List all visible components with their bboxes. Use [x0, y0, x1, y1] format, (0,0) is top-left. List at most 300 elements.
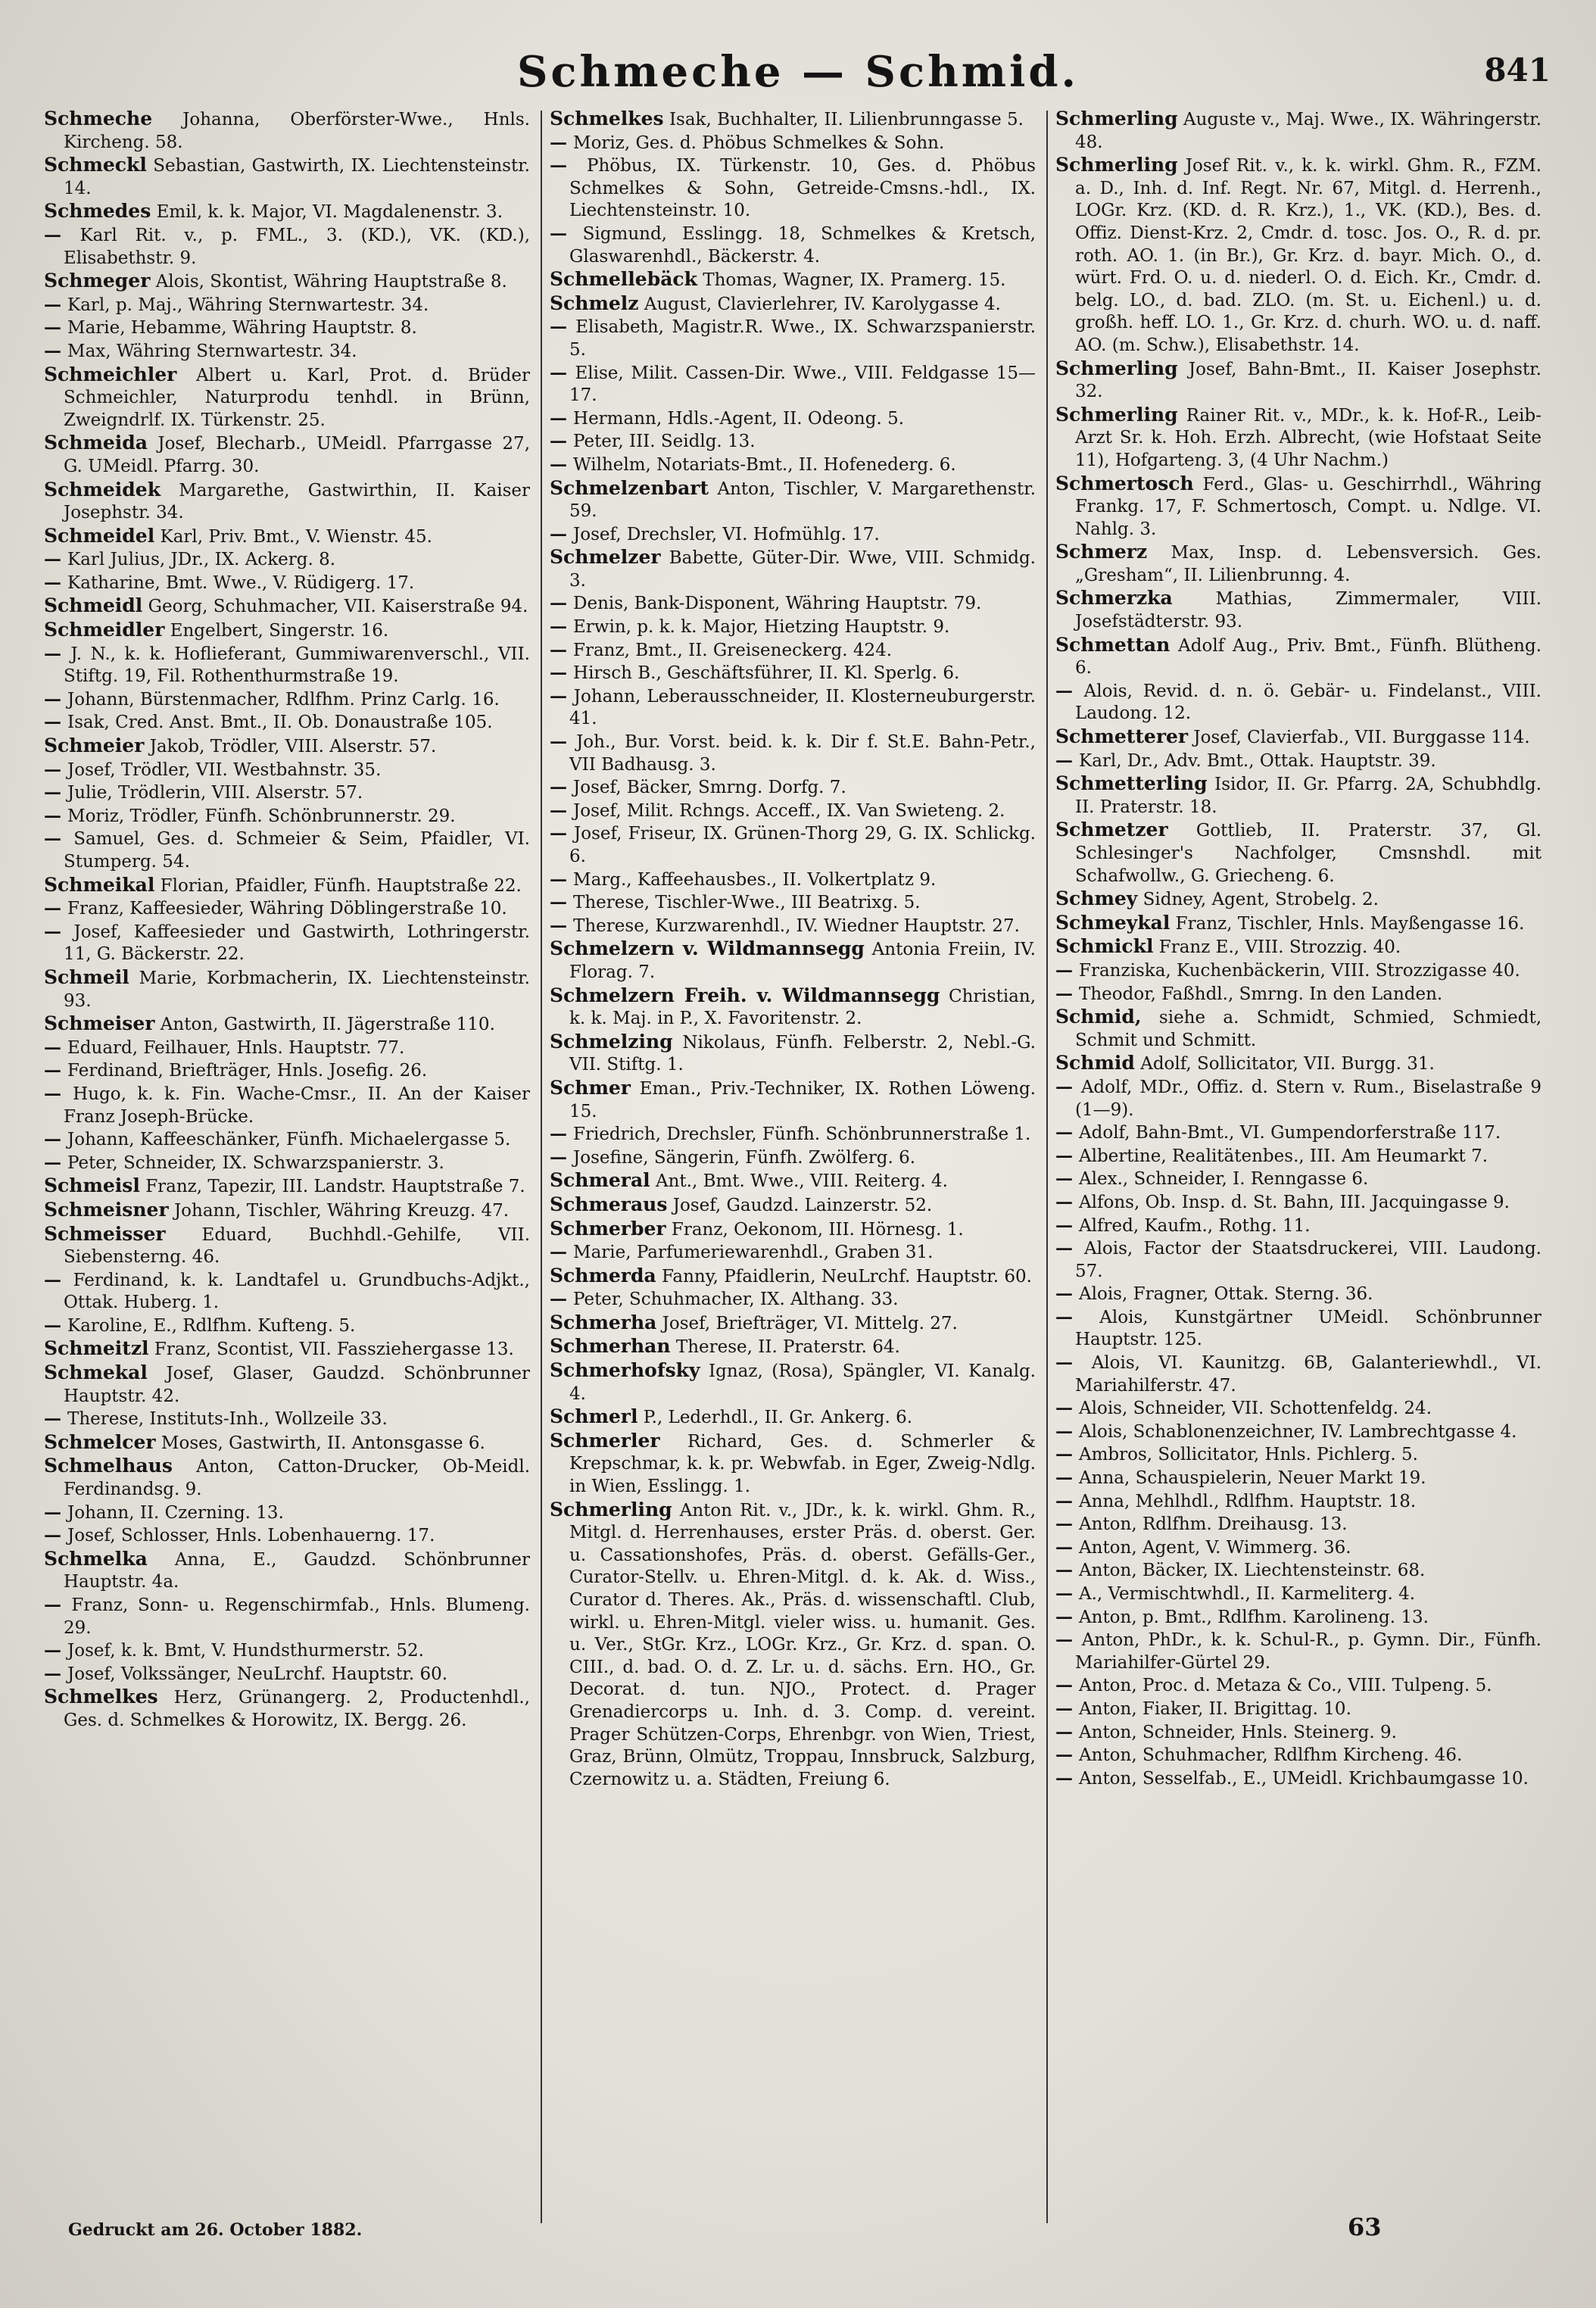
- ditto-dash: —: [550, 454, 574, 475]
- entry-surname: Schmeisner: [44, 1198, 169, 1221]
- entry-details: Mathias, Zimmermaler, VIII. Josefstädterstr. 93.: [1075, 589, 1541, 632]
- entry-details: Moriz, Trödler, Fünfh. Schönbrunnerstr. 29.: [67, 806, 456, 826]
- ditto-dash: —: [1055, 1767, 1080, 1789]
- entry-surname: Schmertosch: [1055, 472, 1194, 494]
- entry-details: Auguste v., Maj. Wwe., IX. Währingerstr. 48.: [1075, 110, 1541, 152]
- directory-entry: [1055, 1513, 1541, 1536]
- entry-details: Josef, Trödler, VII. Westbahnstr. 35.: [67, 759, 382, 780]
- entry-surname: Schmelzer: [550, 546, 661, 569]
- sheet-number: 63: [1348, 2213, 1382, 2241]
- entry-details: Anton Rit. v., JDr., k. k. wirkl. Ghm. R., Mitgl. d. Herrenhauses, erster Präs. d. oberst. Ger. u. Cassationshofes, Präs. d. oberst. Gefälls-Ger., Curator-Stellv. u. Ehren-Mitgl. d. k. Ak. d. Wiss., Curator d. Theres. Ak., Präs. d. wissenschaftl. Club, wirkl. u. Ehren-Mitgl. vieler wiss. u. humanit. Ges. u. Ver., StGr. Krz., LOGr. Krz., Gr. Krz. d. span. O. CIII., d. bad. O. d. Z. Lr. u. d. sächs. Ern. HO., Gr. Decorat. d. tun. NJO., Protect. d. Prager Grenadiercorps u. Inh. d. 3. Comp. d. vereint. Prager Schützen-Corps, Ehrenbgr. von Wien, Triest, Graz, Brünn, Olmütz, Troppau, Innsbruck, Salzburg, Czernowitz u. a. Städten, Freiung 6.: [569, 1500, 1036, 1789]
- entry-details: Wilhelm, Notariats-Bmt., II. Hofenederg. 6.: [573, 454, 956, 475]
- directory-entry: [1055, 541, 1541, 587]
- entry-surname: Schmedes: [44, 200, 151, 223]
- entry-surname: Schmeiser: [44, 1012, 155, 1035]
- ditto-dash: —: [550, 1242, 574, 1263]
- directory-entry: [44, 1361, 530, 1408]
- entry-details: Josefine, Sängerin, Fünfh. Zwölferg. 6.: [573, 1147, 916, 1168]
- entry-details: siehe a. Schmidt, Schmied, Schmiedt, Schmit und Schmitt.: [1075, 1008, 1541, 1050]
- entry-details: Anton, Agent, V. Wimmerg. 36.: [1079, 1537, 1351, 1558]
- entry-details: Hermann, Hdls.-Agent, II. Odeong. 5.: [573, 408, 905, 429]
- entry-surname: Schmelka: [44, 1547, 148, 1570]
- ditto-dash: —: [44, 1663, 68, 1684]
- entry-details: Alois, Skontist, Währing Hauptstraße 8.: [155, 272, 507, 292]
- entry-surname: Schmeier: [44, 735, 145, 757]
- entry-details: Adolf Aug., Priv. Bmt., Fünfh. Blütheng. 6.: [1075, 635, 1541, 678]
- entry-surname: Schmeidel: [44, 524, 155, 547]
- entry-details: Max, Währing Sternwartestr. 34.: [67, 341, 357, 361]
- ditto-dash: —: [1055, 1698, 1080, 1719]
- directory-entry: [550, 1123, 1036, 1146]
- entry-details: Margarethe, Gastwirthin, II. Kaiser Josephstr. 34.: [64, 480, 530, 523]
- directory-entry: [550, 869, 1036, 892]
- directory-entry: [44, 1199, 530, 1223]
- directory-entry: [1055, 587, 1541, 633]
- directory-entry: [44, 874, 530, 898]
- directory-column-3: [1055, 108, 1541, 2228]
- directory-entry: [1055, 1421, 1541, 1444]
- directory-entry: [550, 1430, 1036, 1499]
- entry-details: Ferdinand, Briefträger, Hnls. Josefig. 26.: [67, 1061, 428, 1081]
- directory-entry: [44, 1663, 530, 1686]
- directory-entry: [44, 735, 530, 759]
- entry-details: Alois, Factor der Staatsdruckerei, VIII. Laudong. 57.: [1075, 1239, 1541, 1281]
- directory-entry: [550, 1265, 1036, 1289]
- directory-entry: [44, 317, 530, 340]
- directory-entry: [1055, 1352, 1541, 1397]
- entry-details: Alois, Schneider, VII. Schottenfeldg. 24.: [1079, 1399, 1432, 1419]
- directory-entry: [44, 921, 530, 966]
- directory-entry: [1055, 1145, 1541, 1168]
- entry-surname: Schmerzka: [1055, 587, 1173, 610]
- ditto-dash: —: [1055, 1191, 1080, 1212]
- ditto-dash: —: [44, 1408, 68, 1430]
- entry-surname: Schmer: [550, 1076, 631, 1099]
- directory-entry: [550, 937, 1036, 984]
- directory-entry: [550, 1405, 1036, 1430]
- ditto-dash: —: [1055, 1283, 1080, 1305]
- entry-surname: Schmeche: [44, 108, 153, 129]
- entry-details: Alois, VI. Kaunitzg. 6B, Galanteriewhdl., VI. Mariahilferstr. 47.: [1075, 1353, 1541, 1396]
- entry-details: Sidney, Agent, Strobelg. 2.: [1142, 890, 1379, 910]
- ditto-dash: —: [1055, 1630, 1082, 1651]
- directory-entry: [550, 1288, 1036, 1312]
- ditto-dash: —: [44, 1269, 73, 1290]
- entry-surname: Schmey: [1055, 887, 1138, 910]
- entry-details: Josef, k. k. Bmt, V. Hundsthurmerstr. 52.: [67, 1641, 424, 1661]
- directory-entry: [1055, 1583, 1541, 1606]
- entry-surname: Schmettan: [1055, 633, 1171, 656]
- directory-entry: [44, 711, 530, 735]
- directory-entry: [550, 592, 1036, 616]
- ditto-dash: —: [44, 1083, 73, 1104]
- entry-details: Marie, Korbmacherin, IX. Liechtensteinstr. 93.: [64, 968, 530, 1011]
- entry-details: Karl Rit. v., p. FML., 3. (KD.), VK. (KD.), Elisabethstr. 9.: [64, 225, 530, 268]
- ditto-dash: —: [550, 616, 574, 638]
- directory-entry: [1055, 1215, 1541, 1238]
- entry-details: Babette, Güter-Dir. Wwe, VIII. Schmidg. 3.: [569, 548, 1036, 591]
- ditto-dash: —: [1055, 1352, 1092, 1374]
- ditto-dash: —: [44, 1525, 68, 1546]
- ditto-dash: —: [1055, 1514, 1080, 1535]
- directory-entry: [44, 688, 530, 712]
- entry-details: Richard, Ges. d. Schmerler & Krepschmar, k. k. pr. Webwfab. in Eger, Zweig-Ndlg. in Wien, Esslingg. 1.: [569, 1431, 1036, 1497]
- entry-details: Peter, Schneider, IX. Schwarzspanierstr. 3.: [67, 1152, 444, 1173]
- entry-details: Johann, Leberausschneider, II. Klosterneuburgerstr. 41.: [569, 686, 1036, 729]
- ditto-dash: —: [550, 593, 574, 614]
- directory-entry: [550, 546, 1036, 592]
- directory-entry: [44, 1337, 530, 1361]
- directory-entry: [1055, 680, 1541, 725]
- entry-details: Moses, Gastwirth, II. Antonsgasse 6.: [161, 1433, 485, 1453]
- directory-entry: [1055, 1237, 1541, 1283]
- entry-details: Hirsch B., Geschäftsführer, II. Kl. Sperlg. 6.: [573, 663, 960, 684]
- entry-surname: Schmelzern v. Wildmannsegg: [550, 937, 865, 960]
- directory-entry: [1055, 1121, 1541, 1145]
- entry-surname: Schmid: [1055, 1052, 1135, 1074]
- entry-surname: Schmekal: [44, 1361, 148, 1384]
- entry-details: Josef, Milit. Rchngs. Acceff., IX. Van Swieteng. 2.: [573, 800, 1005, 821]
- entry-surname: Schmeraus: [550, 1193, 668, 1215]
- directory-entry: [550, 1241, 1036, 1265]
- ditto-dash: —: [1055, 1467, 1080, 1489]
- entry-details: Anton, Schuhmacher, Rdlfhm Kircheng. 46.: [1079, 1745, 1463, 1766]
- directory-entry: [1055, 1767, 1541, 1791]
- entry-details: Karoline, E., Rdlfhm. Kufteng. 5.: [67, 1315, 356, 1336]
- directory-entry: [550, 1218, 1036, 1242]
- entry-surname: Schmeil: [44, 965, 129, 988]
- directory-entry: [550, 662, 1036, 685]
- entry-details: August, Clavierlehrer, IV. Karolygasse 4.: [644, 294, 1001, 314]
- entry-details: Franz, Kaffeesieder, Währing Döblingerstraße 10.: [67, 899, 507, 919]
- ditto-dash: —: [44, 1129, 68, 1150]
- ditto-dash: —: [1055, 750, 1080, 771]
- entry-details: Johann, II. Czerning. 13.: [67, 1502, 284, 1523]
- entry-details: Ant., Bmt. Wwe., VIII. Reiterg. 4.: [656, 1171, 948, 1192]
- entry-details: Hugo, k. k. Fin. Wache-Cmsr., II. An der Kaiser Franz Joseph-Brücke.: [64, 1084, 530, 1127]
- entry-details: Karl, p. Maj., Währing Sternwartestr. 34.: [67, 295, 429, 315]
- ditto-dash: —: [550, 223, 583, 244]
- directory-entry: [1055, 1052, 1541, 1076]
- entry-details: Karl, Dr., Adv. Bmt., Ottak. Hauptstr. 39.: [1079, 750, 1436, 771]
- directory-entry: [1055, 634, 1541, 680]
- entry-details: Josef, Briefträger, VI. Mittelg. 27.: [662, 1313, 958, 1333]
- directory-entry: [550, 407, 1036, 431]
- ditto-dash: —: [44, 1595, 72, 1615]
- directory-entry: [1055, 983, 1541, 1006]
- directory-entry: [44, 154, 530, 200]
- entry-surname: Schmeykal: [1055, 911, 1171, 934]
- entry-details: Julie, Trödlerin, VIII. Alserstr. 57.: [67, 783, 363, 803]
- entry-details: Therese, Instituts-Inh., Wollzeile 33.: [67, 1409, 388, 1430]
- directory-entry: [550, 915, 1036, 938]
- directory-entry: [44, 1152, 530, 1175]
- entry-details: Moriz, Ges. d. Phöbus Schmelkes & Sohn.: [573, 133, 945, 153]
- directory-entry: [550, 268, 1036, 292]
- entry-surname: Schmickl: [1055, 935, 1154, 958]
- entry-details: Fanny, Pfaidlerin, NeuLrchf. Hauptstr. 60.: [661, 1266, 1032, 1287]
- entry-details: P., Lederhdl., II. Gr. Ankerg. 6.: [643, 1408, 913, 1428]
- ditto-dash: —: [1055, 1145, 1080, 1166]
- ditto-dash: —: [44, 828, 74, 850]
- ditto-dash: —: [44, 898, 68, 919]
- print-date: Gedruckt am 26. October 1882.: [68, 2220, 363, 2240]
- entry-details: Katharine, Bmt. Wwe., V. Rüdigerg. 17.: [67, 572, 415, 593]
- ditto-dash: —: [44, 294, 68, 315]
- entry-details: Elisabeth, Magistr.R. Wwe., IX. Schwarzspanierstr. 5.: [569, 317, 1036, 360]
- entry-details: Antonia Freiin, IV. Florag. 7.: [569, 940, 1036, 982]
- entry-surname: Schmeitzl: [44, 1337, 149, 1360]
- entry-details: Isak, Cred. Anst. Bmt., II. Ob. Donaustraße 105.: [67, 713, 493, 733]
- directory-entry: [550, 1499, 1036, 1792]
- entry-details: Theodor, Faßhdl., Smrng. In den Landen.: [1079, 984, 1443, 1004]
- directory-column-1: [44, 108, 530, 2228]
- entry-surname: Schmetterer: [1055, 725, 1189, 748]
- directory-entry: [44, 759, 530, 782]
- ditto-dash: —: [550, 915, 574, 936]
- ditto-dash: —: [550, 685, 574, 706]
- directory-entry: [550, 685, 1036, 731]
- entry-surname: Schmelkes: [44, 1686, 158, 1708]
- entry-details: Emil, k. k. Major, VI. Magdalenenstr. 3.: [156, 202, 503, 223]
- directory-entry: [550, 776, 1036, 800]
- entry-details: Eduard, Buchhdl.-Gehilfe, VII. Siebensterng. 46.: [64, 1224, 530, 1268]
- entry-details: Rainer Rit. v., MDr., k. k. Hof-R., Leib-Arzt Sr. k. Hoh. Erzh. Albrecht, (wie Hofstaat Seite 11), Hofgarteng. 3, (4 Uhr Nachm.): [1075, 405, 1541, 470]
- entry-surname: Schmerber: [550, 1217, 666, 1240]
- directory-entry: [550, 891, 1036, 915]
- entry-details: Marie, Parfumeriewarenhdl., Graben 31.: [573, 1243, 934, 1263]
- directory-entry: [1055, 1559, 1541, 1583]
- ditto-dash: —: [44, 1037, 68, 1058]
- entry-details: Florian, Pfaidler, Fünfh. Hauptstraße 22.: [160, 875, 522, 896]
- ditto-dash: —: [1055, 1168, 1080, 1190]
- ditto-dash: —: [550, 1146, 574, 1168]
- entry-details: Josef, Volkssänger, NeuLrchf. Hauptstr. 60.: [67, 1664, 448, 1684]
- entry-details: Alfons, Ob. Insp. d. St. Bahn, III. Jacquingasse 9.: [1079, 1192, 1510, 1212]
- ditto-dash: —: [44, 1315, 68, 1336]
- ditto-dash: —: [44, 782, 68, 803]
- directory-entry: [44, 1455, 530, 1501]
- entry-details: Eman., Priv.-Techniker, IX. Rothen Löweng. 15.: [569, 1078, 1036, 1121]
- entry-details: Josef, Gaudzd. Lainzerstr. 52.: [672, 1195, 933, 1215]
- entry-details: Ambros, Sollicitator, Hnls. Pichlerg. 5.: [1079, 1445, 1418, 1465]
- directory-entry: [44, 1037, 530, 1060]
- directory-entry: [44, 340, 530, 363]
- directory-entry: [44, 1083, 530, 1128]
- directory-entry: [44, 1548, 530, 1594]
- directory-entry: [44, 897, 530, 921]
- directory-entry: [1055, 1467, 1541, 1490]
- entry-surname: Schmelcer: [44, 1430, 156, 1453]
- directory-entry: [550, 154, 1036, 223]
- ditto-dash: —: [550, 155, 588, 176]
- directory-entry: [550, 1077, 1036, 1123]
- directory-entry: [1055, 1629, 1541, 1674]
- ditto-dash: —: [550, 317, 576, 338]
- entry-details: Christian, k. k. Maj. in P., X. Favoritenstr. 2.: [569, 986, 1036, 1029]
- directory-entry: [550, 292, 1036, 317]
- directory-entry: [550, 1312, 1036, 1336]
- entry-details: Albertine, Realitätenbes., III. Am Heumarkt 7.: [1079, 1146, 1488, 1166]
- entry-details: Franziska, Kuchenbäckerin, VIII. Strozzigasse 40.: [1079, 960, 1520, 981]
- directory-entry: [550, 1359, 1036, 1405]
- entry-details: Josef, Bahn-Bmt., II. Kaiser Josephstr. 32.: [1075, 359, 1541, 402]
- directory-entry: [44, 525, 530, 549]
- entry-surname: Schmelhaus: [44, 1455, 173, 1477]
- directory-entry: [1055, 1674, 1541, 1698]
- ditto-dash: —: [44, 712, 68, 733]
- ditto-dash: —: [44, 643, 71, 664]
- entry-details: Franz, Oekonom, III. Hörnesg. 1.: [671, 1219, 964, 1240]
- entry-details: Anton, Tischler, V. Margarethenstr. 59.: [569, 479, 1036, 522]
- entry-details: Gottlieb, II. Praterstr. 37, Gl. Schlesinger's Nachfolger, Cmsnshdl. mit Schafwollw., G. Griecheng. 6.: [1075, 821, 1541, 886]
- ditto-dash: —: [1055, 1606, 1080, 1627]
- directory-entry: [44, 224, 530, 270]
- ditto-dash: —: [1055, 680, 1084, 701]
- directory-entry: [44, 200, 530, 224]
- directory-columns: [44, 108, 1551, 2228]
- entry-details: Ferdinand, k. k. Landtafel u. Grundbuchs-Adjkt., Ottak. Huberg. 1.: [64, 1270, 530, 1313]
- directory-entry: [550, 430, 1036, 454]
- entry-details: Thomas, Wagner, IX. Pramerg. 15.: [703, 270, 1006, 291]
- entry-details: Isidor, II. Gr. Pfarrg. 2A, Schubhdlg. II. Praterstr. 18.: [1075, 775, 1541, 817]
- entry-details: Franz, Tapezir, III. Landstr. Hauptstraße 7.: [145, 1177, 525, 1197]
- entry-details: Josef, Glaser, Gaudzd. Schönbrunner Hauptstr. 42.: [64, 1364, 530, 1406]
- directory-entry: [1055, 887, 1541, 912]
- entry-surname: Schmerling: [1055, 403, 1178, 426]
- entry-surname: Schmeger: [44, 270, 151, 292]
- entry-surname: Schmeckl: [44, 154, 147, 176]
- ditto-dash: —: [1055, 1421, 1080, 1442]
- entry-details: Alois, Revid. d. n. ö. Gebär- u. Findelanst., VIII. Laudong. 12.: [1075, 681, 1541, 724]
- entry-details: Josef, Drechsler, VI. Hofmühlg. 17.: [573, 524, 880, 544]
- ditto-dash: —: [1055, 959, 1080, 981]
- directory-entry: [1055, 1168, 1541, 1191]
- ditto-dash: —: [1055, 1583, 1080, 1604]
- entry-details: Anton, Proc. d. Metaza & Co., VIII. Tulpeng. 5.: [1079, 1676, 1492, 1696]
- entry-details: Peter, III. Seidlg. 13.: [573, 432, 756, 452]
- ditto-dash: —: [44, 549, 68, 570]
- entry-details: Denis, Bank-Disponent, Währing Hauptstr. 79.: [573, 594, 982, 614]
- directory-entry: [1055, 1443, 1541, 1467]
- entry-surname: Schmeida: [44, 432, 148, 454]
- entry-details: Karl Julius, JDr., IX. Ackerg. 8.: [67, 550, 336, 570]
- entry-details: Anton, PhDr., k. k. Schul-R., p. Gymn. Dir., Fünfh. Mariahilfer-Gürtel 29.: [1075, 1630, 1541, 1673]
- page-number: 841: [1484, 51, 1551, 89]
- entry-details: Friedrich, Drechsler, Fünfh. Schönbrunnerstraße 1.: [573, 1124, 1031, 1145]
- entry-details: Johanna, Oberförster-Wwe., Hnls. Kircheng. 58.: [64, 110, 530, 152]
- entry-surname: Schmerling: [1055, 108, 1178, 129]
- entry-surname: Schmeidler: [44, 619, 165, 641]
- entry-details: Phöbus, IX. Türkenstr. 10, Ges. d. Phöbus Schmelkes & Sohn, Getreide-Cmsns.-hdl., IX. Liechtensteinstr. 10.: [569, 156, 1036, 221]
- entry-surname: Schmelzenbart: [550, 476, 709, 499]
- entry-details: Franz, Sonn- u. Regenschirmfab., Hnls. Blumeng. 29.: [64, 1595, 530, 1638]
- entry-surname: Schmeichler: [44, 363, 177, 385]
- entry-details: Sebastian, Gastwirth, IX. Liechtensteinstr. 14.: [64, 156, 530, 198]
- entry-details: Anton, Gastwirth, II. Jägerstraße 110.: [160, 1015, 495, 1035]
- directory-entry: [44, 781, 530, 805]
- entry-details: Alois, Fragner, Ottak. Sterng. 36.: [1079, 1284, 1373, 1305]
- directory-entry: [550, 822, 1036, 868]
- directory-entry: [44, 1594, 530, 1639]
- ditto-dash: —: [1055, 1745, 1080, 1766]
- ditto-dash: —: [550, 731, 577, 753]
- entry-details: Adolf, Bahn-Bmt., VI. Gumpendorferstraße 117.: [1079, 1123, 1501, 1143]
- entry-details: Max, Insp. d. Lebensversich. Ges. „Gresham“, II. Lilienbrunng. 4.: [1075, 543, 1541, 585]
- directory-entry: [1055, 750, 1541, 773]
- directory-entry: [1055, 154, 1541, 357]
- directory-entry: [1055, 959, 1541, 983]
- directory-entry: [44, 805, 530, 828]
- directory-entry: [550, 523, 1036, 547]
- directory-entry: [44, 572, 530, 595]
- entry-details: Engelbert, Singerstr. 16.: [170, 621, 389, 641]
- directory-entry: [1055, 1536, 1541, 1560]
- directory-entry: [550, 1031, 1036, 1077]
- entry-details: Franz, Scontist, VII. Fassziehergasse 13.: [154, 1340, 514, 1360]
- entry-details: Alfred, Kaufm., Rothg. 11.: [1079, 1215, 1311, 1236]
- ditto-dash: —: [44, 688, 68, 710]
- entry-surname: Schmerhofsky: [550, 1359, 700, 1382]
- directory-entry: [44, 294, 530, 317]
- entry-details: Johann, Bürstenmacher, Rdlfhm. Prinz Carlg. 16.: [67, 689, 500, 710]
- entry-surname: Schmerhan: [550, 1335, 671, 1358]
- directory-entry: [44, 1431, 530, 1455]
- entry-details: Peter, Schuhmacher, IX. Althang. 33.: [573, 1290, 899, 1310]
- directory-entry: [1055, 1490, 1541, 1514]
- ditto-dash: —: [1055, 1076, 1081, 1097]
- directory-entry: [44, 1502, 530, 1525]
- ditto-dash: —: [44, 759, 68, 780]
- entry-details: Anton, Sesselfab., E., UMeidl. Krichbaumgasse 10.: [1079, 1768, 1529, 1789]
- directory-entry: [1055, 1306, 1541, 1352]
- ditto-dash: —: [1055, 1398, 1080, 1419]
- ditto-dash: —: [44, 921, 74, 942]
- entry-details: Anton, p. Bmt., Rdlfhm. Karolineng. 13.: [1079, 1607, 1429, 1627]
- ditto-dash: —: [550, 523, 574, 544]
- directory-entry: [1055, 725, 1541, 750]
- directory-entry: [44, 619, 530, 643]
- entry-details: Anton, Bäcker, IX. Liechtensteinstr. 68.: [1079, 1561, 1426, 1581]
- ditto-dash: —: [44, 317, 68, 338]
- directory-entry: [1055, 772, 1541, 819]
- directory-entry: [550, 1146, 1036, 1170]
- entry-details: Karl, Priv. Bmt., V. Wienstr. 45.: [160, 526, 432, 547]
- entry-surname: Schmetzer: [1055, 819, 1168, 841]
- ditto-dash: —: [550, 639, 574, 660]
- ditto-dash: —: [550, 823, 574, 844]
- entry-details: Albert u. Karl, Prot. d. Brüder Schmeichler, Naturprodu tenhdl. in Brünn, Zweigndrlf. IX. Türkenstr. 25.: [64, 365, 530, 430]
- entry-details: Georg, Schuhmacher, VII. Kaiserstraße 94.: [148, 597, 528, 617]
- directory-column-2: [550, 108, 1036, 2228]
- entry-details: Josef, Kaffeesieder und Gastwirth, Lothringerstr. 11, G. Bäckerstr. 22.: [64, 922, 530, 965]
- entry-details: Ignaz, (Rosa), Spängler, VI. Kanalg. 4.: [569, 1361, 1036, 1404]
- ditto-dash: —: [44, 1152, 68, 1173]
- ditto-dash: —: [550, 1124, 574, 1145]
- ditto-dash: —: [1055, 1122, 1080, 1143]
- entry-surname: Schmerler: [550, 1429, 660, 1452]
- entry-details: Anton, Rdlfhm. Dreihausg. 13.: [1079, 1514, 1348, 1535]
- entry-details: Eduard, Feilhauer, Hnls. Hauptstr. 77.: [67, 1037, 405, 1058]
- entry-details: Josef, Bäcker, Smrng. Dorfg. 7.: [573, 778, 846, 798]
- entry-surname: Schmerz: [1055, 541, 1148, 563]
- entry-details: Alex., Schneider, I. Renngasse 6.: [1079, 1169, 1369, 1190]
- ditto-dash: —: [1055, 1536, 1080, 1558]
- directory-entry: [550, 132, 1036, 155]
- entry-details: Josef, Schlosser, Hnls. Lobenhauerng. 17.: [67, 1526, 435, 1546]
- ditto-dash: —: [1055, 1721, 1080, 1742]
- directory-entry: [44, 1524, 530, 1548]
